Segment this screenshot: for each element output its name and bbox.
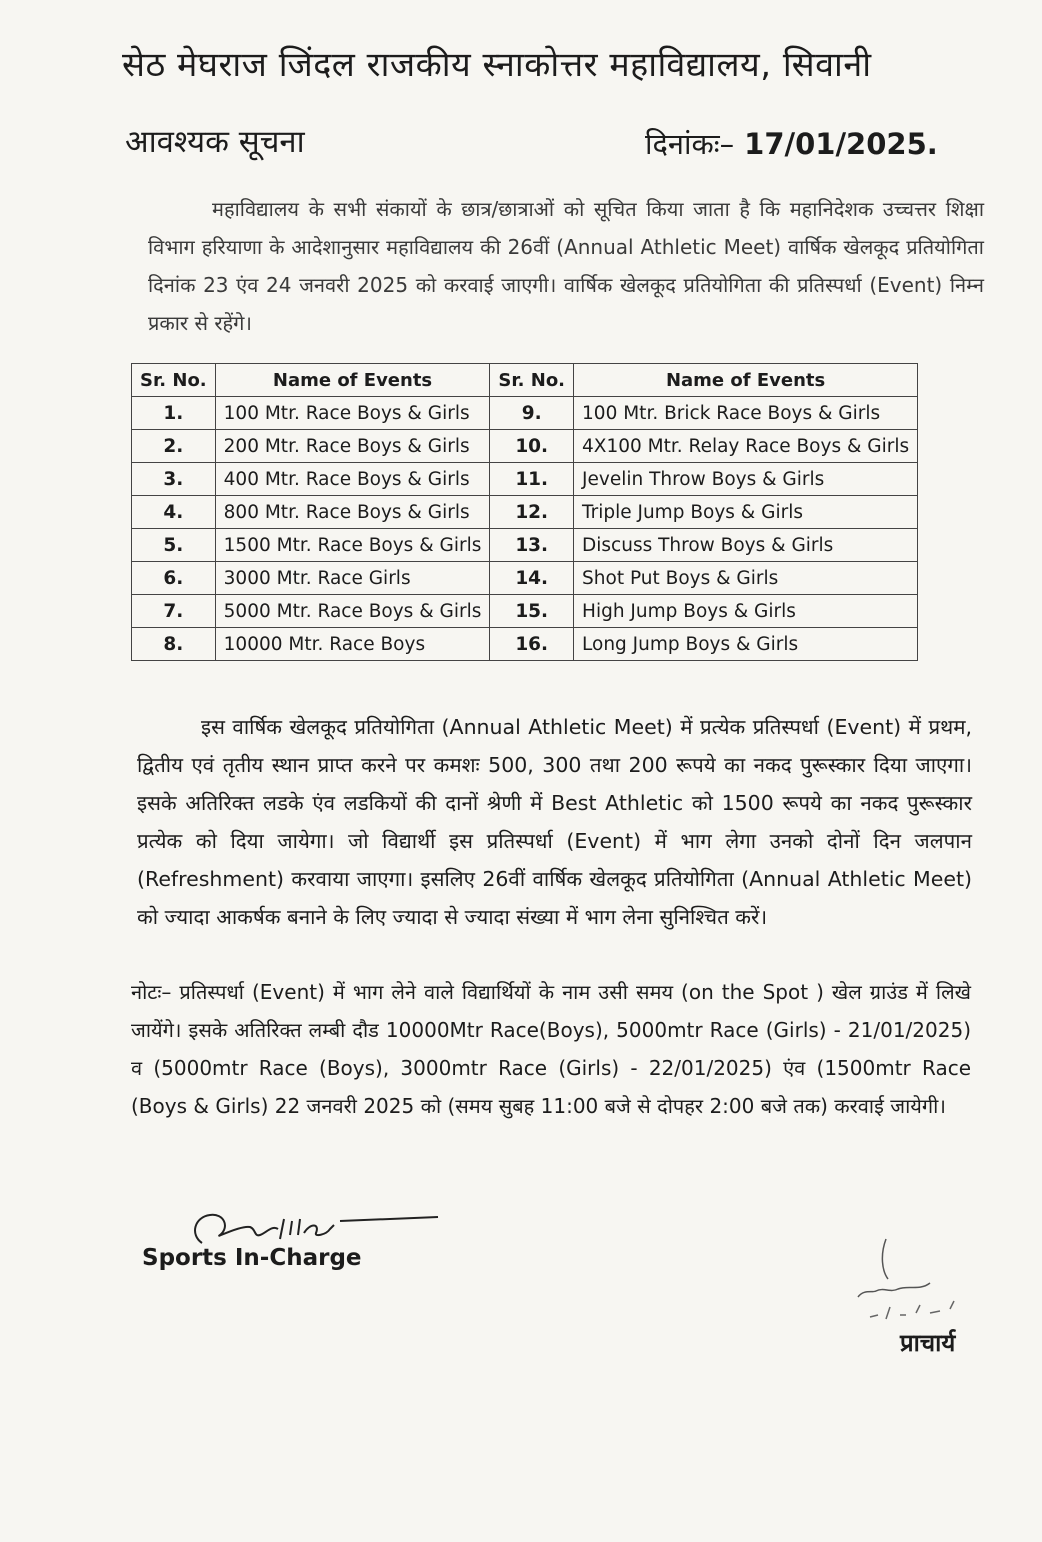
sr-no-cell: 11. [490, 463, 574, 496]
sports-in-charge-label: Sports In-Charge [142, 1245, 362, 1271]
handwritten-initials-icon [850, 1235, 990, 1325]
event-cell: 200 Mtr. Race Boys & Girls [215, 430, 490, 463]
sr-no-cell: 15. [490, 595, 574, 628]
table-row [132, 496, 918, 529]
date-value: 17/01/2025. [744, 127, 938, 161]
event-cell: 3000 Mtr. Race Girls [215, 562, 490, 595]
table-row [132, 628, 918, 661]
date-label: दिनांकः– [645, 127, 735, 161]
sr-no-cell: 12. [490, 496, 574, 529]
table-header-row [132, 364, 918, 397]
event-cell: 5000 Mtr. Race Boys & Girls [215, 595, 490, 628]
events-table [131, 363, 918, 661]
event-cell: 100 Mtr. Race Boys & Girls [215, 397, 490, 430]
sr-no-cell: 4. [132, 496, 216, 529]
notice-subject: आवश्यक सूचना [125, 124, 305, 160]
intro-paragraph: महाविद्यालय के सभी संकायों के छात्र/छात्राओं को सूचित किया जाता है कि महानिदेशक उच्चत्तर शिक्षा विभाग हरियाणा के आदेशानुसार महाविद्यालय की 26वीं (Annual Athletic Meet) वार्षिक खेलकूद प्रतियोगिता दिनांक 23 एंव 24 जनवरी 2025 को करवाई जाएगी। वार्षिक खेलकूद प्रतियोगिता की प्रतिस्पर्धा (Event) निम्न प्रकार से रहेंगे। [148, 197, 984, 335]
sr-no-cell: 8. [132, 628, 216, 661]
note-paragraph: नोटः– प्रतिस्पर्धा (Event) में भाग लेने वाले विद्यार्थियों के नाम उसी समय (on the Spot ) खेल ग्राउंड में लिखे जायेंगे। इसके अतिरिक्त लम्बी दौड 10000Mtr Race(Boys), 5000mtr Race (Girls) - 21/01/2025) व (5000mtr Race (Boys), 3000mtr Race (Girls) - 22/01/2025) एंव (1500mtr Race (Boys & Girls) 22 जनवरी 2025 को (समय सुबह 11:00 बजे से दोपहर 2:00 बजे तक) करवाई जायेगी। [131, 980, 971, 1118]
sr-no-cell: 6. [132, 562, 216, 595]
event-cell: 800 Mtr. Race Boys & Girls [215, 496, 490, 529]
sr-no-cell: 2. [132, 430, 216, 463]
event-cell: Jevelin Throw Boys & Girls [574, 463, 918, 496]
header-event-right: Name of Events [574, 364, 918, 397]
table-row [132, 430, 918, 463]
event-cell: High Jump Boys & Girls [574, 595, 918, 628]
header-sr-no-left: Sr. No. [132, 364, 216, 397]
event-cell: Discuss Throw Boys & Girls [574, 529, 918, 562]
notice-date [645, 124, 938, 163]
table-row [132, 595, 918, 628]
event-cell: Long Jump Boys & Girls [574, 628, 918, 661]
header-event-left: Name of Events [215, 364, 490, 397]
college-title: सेठ मेघराज जिंदल राजकीय स्नाकोत्तर महाविद्यालय, सिवानी [122, 45, 872, 85]
table-row [132, 397, 918, 430]
event-cell: 100 Mtr. Brick Race Boys & Girls [574, 397, 918, 430]
sr-no-cell: 13. [490, 529, 574, 562]
sr-no-cell: 10. [490, 430, 574, 463]
sr-no-cell: 1. [132, 397, 216, 430]
sr-no-cell: 3. [132, 463, 216, 496]
header-sr-no-right: Sr. No. [490, 364, 574, 397]
sr-no-cell: 7. [132, 595, 216, 628]
table-row [132, 463, 918, 496]
event-cell: 10000 Mtr. Race Boys [215, 628, 490, 661]
event-cell: Shot Put Boys & Girls [574, 562, 918, 595]
event-cell: Triple Jump Boys & Girls [574, 496, 918, 529]
principal-label: प्राचार्य [900, 1329, 956, 1357]
sr-no-cell: 9. [490, 397, 574, 430]
sr-no-cell: 5. [132, 529, 216, 562]
table-row [132, 562, 918, 595]
table-row [132, 529, 918, 562]
principal-signature [850, 1235, 990, 1325]
event-cell: 4X100 Mtr. Relay Race Boys & Girls [574, 430, 918, 463]
sr-no-cell: 16. [490, 628, 574, 661]
event-cell: 1500 Mtr. Race Boys & Girls [215, 529, 490, 562]
prizes-paragraph: इस वार्षिक खेलकूद प्रतियोगिता (Annual Athletic Meet) में प्रत्येक प्रतिस्पर्धा (Event) में प्रथम, द्वितीय एवं तृतीय स्थान प्राप्त करने पर कमशः 500, 300 तथा 200 रूपये का नकद पुरूस्कार दिया जाएगा। इसके अतिरिक्त लडके एंव लडकियों की दानों श्रेणी में Best Athletic को 1500 रूपये का नकद पुरूस्कार प्रत्येक को दिया जायेगा। जो विद्यार्थी इस प्रतिस्पर्धा (Event) में भाग लेगा उनको दोनों दिन जलपान (Refreshment) करवाया जाएगा। इसलिए 26वीं वार्षिक खेलकूद प्रतियोगिता (Annual Athletic Meet) को ज्यादा आकर्षक बनाने के लिए ज्यादा से ज्यादा संख्या में भाग लेना सुनिश्चित करें। [137, 715, 972, 929]
event-cell: 400 Mtr. Race Boys & Girls [215, 463, 490, 496]
sr-no-cell: 14. [490, 562, 574, 595]
